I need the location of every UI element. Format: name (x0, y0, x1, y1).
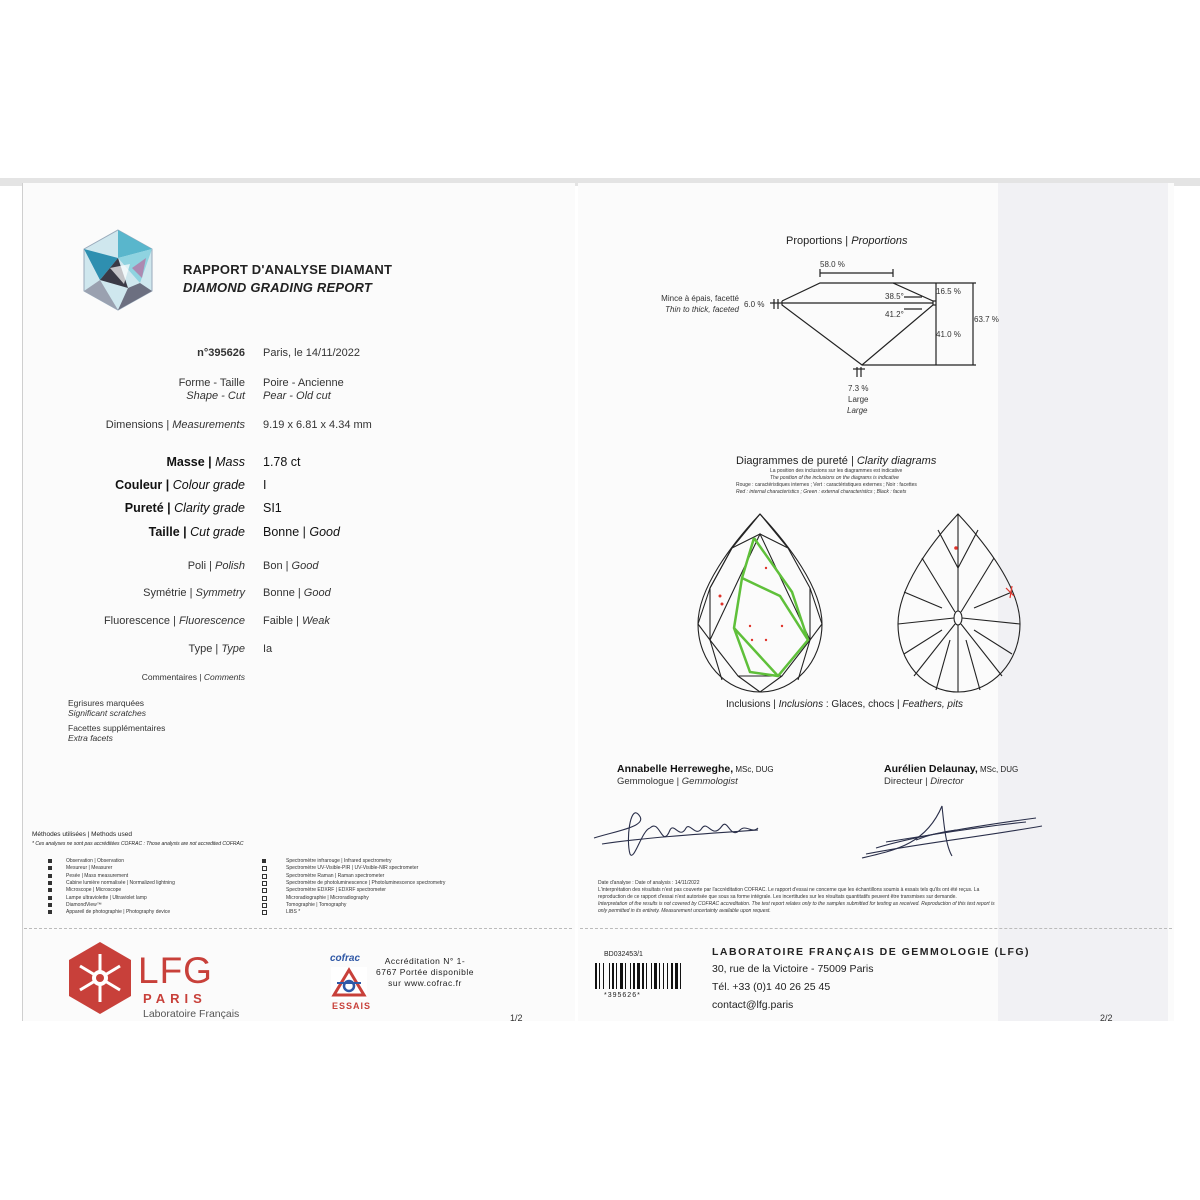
method-item: Mesureur | Measurer (66, 865, 113, 872)
report-number: n°395626 (197, 347, 245, 359)
barcode-bar (599, 963, 600, 989)
method-item: Cabine lumière normalisée | Normalized lightning (66, 879, 175, 886)
prop-table: 58.0 % (820, 260, 845, 269)
method-item: Appareil de photographie | Photography device (66, 909, 171, 916)
barcode-bar (625, 963, 626, 989)
report-place-date: Paris, le 14/11/2022 (263, 347, 361, 359)
barcode-bar (642, 963, 644, 989)
label-polish: Poli | Polish (187, 560, 245, 572)
divider-right (580, 928, 1172, 929)
clarity-title: Diagrammes de pureté | Clarity diagrams (736, 455, 937, 467)
signature-1-image (590, 800, 770, 870)
proportions-diagram (640, 255, 1020, 425)
crown-view (698, 514, 822, 692)
page-number-left: 1/2 (510, 1013, 523, 1023)
method-item: Pesée | Mass measurement (66, 872, 129, 879)
lfg-city: PARIS (143, 991, 207, 1006)
divider-left (24, 928, 572, 929)
analysis-line-2: reproduction de ce rapport d'essai n'est autorisée que sous sa forme intégrale. Les incertitudes sur les résultats quantitatifs peuvent être transmises sur demande. (598, 894, 957, 900)
method-checkbox (262, 888, 267, 893)
value-polish: Bon | Good (263, 560, 319, 572)
value-dimensions: 9.19 x 6.81 x 4.34 mm (263, 419, 372, 431)
label-dimensions: Dimensions | Measurements (105, 419, 245, 431)
method-checkbox (262, 896, 267, 901)
prop-culet-en: Large (847, 406, 868, 415)
method-item: Microscope | Microscope (66, 887, 122, 894)
signature-2-image (856, 796, 1046, 866)
method-item: Spectromètre de photoluminescence | Photoluminescence spectrometry (286, 879, 446, 886)
method-checkbox (48, 910, 52, 914)
barcode-bar (675, 963, 678, 989)
value-shape-fr: Poire - Ancienne (263, 377, 344, 389)
barcode-bar (663, 963, 664, 989)
clarity-note-4: Red : internal characteristics ; Green : external characteristics ; Black : facets (736, 489, 907, 495)
analysis-line-1: L'interprétation des résultats n'est pas couverte par l'accréditation COFRAC. Le rapport d'essai ne concerne que les échantillons soumis à essais tels qu'ils ont été reçus. La (598, 887, 980, 893)
method-checkbox (48, 866, 52, 870)
value-colour: I (263, 478, 267, 492)
signatory-2-role: Directeur | Director (884, 776, 964, 787)
comment-1-fr: Egrisures marquées (68, 698, 145, 708)
barcode-bar (595, 963, 597, 989)
prop-crown-height: 16.5 % (936, 287, 961, 296)
comment-2-fr: Facettes supplémentaires (68, 723, 166, 733)
method-checkbox (262, 859, 266, 863)
barcode (595, 963, 687, 989)
method-checkbox (262, 866, 267, 871)
label-comments: Commentaires | Comments (141, 672, 245, 682)
clarity-diagrams (692, 508, 1032, 698)
barcode-bar (671, 963, 673, 989)
method-item: Observation | Observation (66, 858, 124, 864)
lab-name: LABORATOIRE FRANÇAIS DE GEMMOLOGIE (LFG) (712, 946, 1031, 958)
method-checkbox (48, 888, 52, 892)
clarity-note-2: The position of the inclusions on the diagrams is indicative (770, 475, 899, 481)
method-checkbox (48, 881, 52, 885)
lfg-hexagon-logo-icon (66, 940, 134, 1016)
lfg-crystal-logo-icon (80, 228, 156, 312)
analysis-line-4: only permitted in its entirety. Measurement uncertainty available upon request. (598, 908, 771, 914)
barcode-bar (680, 963, 681, 989)
prop-girdle-en: Thin to thick, faceted (665, 305, 739, 314)
method-item: LIBS * (286, 909, 301, 916)
clarity-inclusions: Inclusions | Inclusions : Glaces, chocs | Feathers, pits (726, 699, 963, 710)
signatory-2-name: Aurélien Delaunay, MSc, DUG (884, 763, 1019, 775)
barcode-bar (616, 963, 617, 989)
prop-crown-angle: 38.5° (885, 292, 904, 301)
value-fluorescence: Faible | Weak (263, 615, 330, 627)
analysis-line-3: Interpretation of the results is not covered by COFRAC accreditation. The test report relates only to the samples submitted for testing as received. Reproduction of this test report is (598, 901, 995, 907)
method-checkbox (48, 903, 52, 907)
label-mass: Masse | Mass (166, 455, 245, 469)
prop-pavilion-depth: 41.0 % (936, 330, 961, 339)
lab-address: 30, rue de la Victoire - 75009 Paris (712, 963, 874, 975)
value-cut-grade: Bonne | Good (263, 525, 340, 539)
method-checkbox (48, 874, 52, 878)
cofrac-brand: cofrac (330, 953, 361, 964)
lfg-logo-text: LFG (138, 950, 213, 991)
comment-1-en: Significant scratches (68, 708, 146, 718)
label-shape-fr: Forme - Taille (178, 377, 245, 389)
prop-culet: 7.3 % (848, 384, 869, 393)
value-mass: 1.78 ct (263, 455, 301, 469)
lfg-tagline: Laboratoire Français (143, 1008, 240, 1020)
value-shape-en: Pear - Old cut (263, 390, 331, 402)
method-item: Spectromètre EDXRF | EDXRF spectrometer (286, 887, 386, 894)
cofrac-accreditation: Accréditation N° 1-6767 Portée disponible sur www.cofrac.fr (376, 956, 474, 988)
method-item: DiamondView™ (66, 901, 102, 908)
label-fluorescence: Fluorescence | Fluorescence (103, 615, 245, 627)
barcode-bar (620, 963, 623, 989)
method-item: Spectromètre UV-Visible-PIR | UV-Visible-NIR spectrometer (286, 865, 419, 872)
label-cut-grade: Taille | Cut grade (148, 525, 245, 539)
barcode-bar (637, 963, 640, 989)
cofrac-sub: ESSAIS (332, 1001, 372, 1011)
label-type: Type | Type (188, 643, 245, 655)
barcode-bar (612, 963, 614, 989)
value-symmetry: Bonne | Good (263, 587, 331, 599)
label-colour: Couleur | Colour grade (115, 478, 245, 492)
label-symmetry: Symétrie | Symmetry (143, 587, 245, 599)
methods-note: * Ces analyses ne sont pas accréditées COFRAC : Those analysis are not accredited COFRAC (32, 841, 244, 847)
lab-email[interactable]: contact@lfg.paris (712, 999, 794, 1011)
method-item: Microradiographie | Microradiography (286, 894, 369, 901)
barcode-text: *395626* (604, 992, 641, 999)
barcode-bar (630, 963, 631, 989)
prop-pavilion-angle: 41.2° (885, 310, 904, 319)
barcode-bar (603, 963, 604, 989)
clarity-note-1: La position des inclusions sur les diagrammes est indicative (770, 468, 903, 474)
analysis-date: Date d'analyse : Date of analysis : 14/11/2022 (598, 880, 700, 886)
method-checkbox (262, 881, 267, 886)
document-code: BD032453/1 (604, 951, 643, 958)
title-en: DIAMOND GRADING REPORT (183, 280, 373, 295)
barcode-bar (654, 963, 657, 989)
method-checkbox (262, 903, 267, 908)
prop-total-depth: 63.7 % (974, 315, 999, 324)
clarity-note-3: Rouge : caractéristiques internes ; Vert : caractéristiques externes ; Noir : facettes (736, 482, 917, 488)
cofrac-logo-icon (331, 967, 367, 999)
lab-phone: Tél. +33 (0)1 40 26 25 45 (712, 981, 831, 993)
method-item: Lampe ultraviolette | Ultraviolet lamp (66, 894, 147, 901)
proportions-title: Proportions | Proportions (786, 235, 908, 247)
prop-girdle-fr: Mince à épais, facetté (661, 294, 739, 303)
comment-2-en: Extra facets (68, 733, 113, 743)
crown-red-marks (719, 567, 784, 641)
barcode-bar (659, 963, 660, 989)
method-item: Spectromètre infrarouge | Infrared spectrometry (286, 858, 392, 864)
prop-culet-fr: Large (848, 395, 869, 404)
value-clarity: SI1 (263, 501, 282, 515)
method-checkbox (48, 896, 52, 900)
barcode-bar (646, 963, 647, 989)
method-checkbox (48, 859, 52, 863)
method-item: Spectromètre Raman | Raman spectrometer (286, 872, 385, 879)
methods-title: Méthodes utilisées | Methods used (32, 831, 132, 838)
prop-girdle-pct: 6.0 % (744, 300, 765, 309)
pavilion-view (898, 514, 1020, 692)
signatory-1-role: Gemmologue | Gemmologist (617, 776, 738, 787)
page-number-right: 2/2 (1100, 1013, 1113, 1023)
barcode-bar (667, 963, 668, 989)
pavilion-red-marks (955, 547, 1014, 598)
barcode-bar (609, 963, 610, 989)
barcode-bar (651, 963, 652, 989)
value-type: Ia (263, 643, 273, 655)
label-clarity: Pureté | Clarity grade (124, 501, 245, 515)
barcode-bar (633, 963, 635, 989)
method-checkbox (262, 910, 267, 915)
method-checkbox (262, 874, 267, 879)
title-fr: RAPPORT D'ANALYSE DIAMANT (183, 262, 393, 277)
label-shape-en: Shape - Cut (186, 390, 245, 402)
signatory-1-name: Annabelle Herreweghe, MSc, DUG (617, 763, 774, 775)
method-item: Tomographie | Tomography (286, 901, 347, 908)
